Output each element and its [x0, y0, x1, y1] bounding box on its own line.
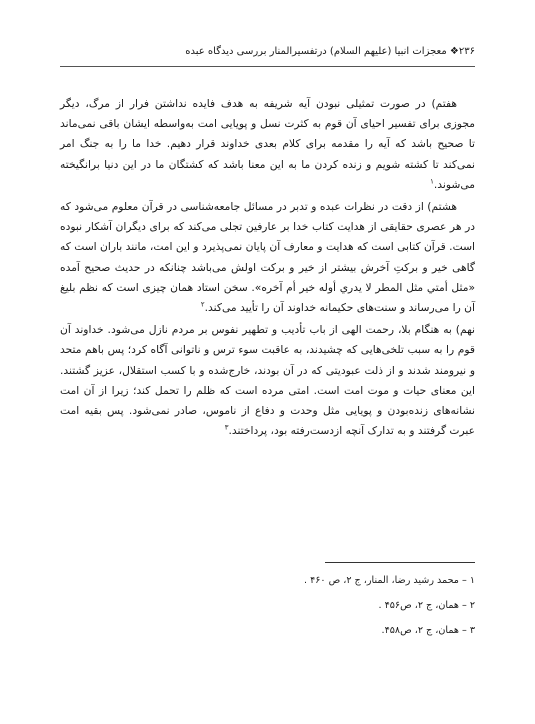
paragraph-8: [60, 197, 475, 318]
footnote-ref-2: ۲: [200, 300, 205, 309]
footnote-2: ۲ – همان، ج ۲، ص۴۵۶ .: [378, 600, 475, 611]
paragraph-8-text: هشتم) از دقت در نظرات عبده و تدبر در مسائل جامعه‌شناسی در قرآن معلوم می‌شود که در هر عصری حقایقی از هدایت کتاب خدا بر عارفین تجلی می‌کند که برای دیگران آشکار نبوده است. قرآن کتابی است که هدایت و معارف آن پایان نمی‌پذیرد و این امت، مانند باران است که گاهی خیر و برکتِ آخرش بیشتر از خیر و برکت اولش می‌باشد چنانکه در حدیث صحیح آمده «مثل أمتي مثل المطر لا يدري أوله خير أم آخره». سخن استاد همان چیزی است که نظم بلیغ آن را می‌رساند و سنت‌های حکیمانه خداوند آن را تأیید می‌کند.: [60, 200, 475, 315]
footnote-ref-1: ۱: [430, 177, 434, 186]
running-header: ۲۳۶❖ معجزات انبیا (علیهم السلام) درتفسیرالمنار بررسی دیدگاه عبده: [185, 46, 475, 57]
footnote-ref-3: ۳: [224, 423, 229, 432]
paragraph-7-text: هفتم) در صورت تمثیلی نبودن آیه شریفه به هدف فایده نداشتن فرار از مرگ، دیگر مجوزی برای تفسیر احیای آن قوم به کثرت نسل و پویایی امت به‌واسطه ایشان باقی نمی‌ماند تا صحیح باشد که آیه را مقدمه برای کلام بعدی خداوند قرار دهیم. خدا ما را به جنگ امر نمی‌کند تا کشته شویم و زنده کردن ما به این معنا باشد که کشتگان ما در این دنیا برانگیخته می‌شوند.: [60, 97, 475, 191]
header-rule: [60, 66, 475, 67]
paragraph-9: [60, 320, 475, 441]
footnote-1: ۱ – محمد رشید رضا، المنار، ج ۲، ص ۴۶۰ .: [303, 575, 475, 586]
footnote-3: ۳ – همان، ج ۲، ص۴۵۸.: [381, 625, 475, 636]
footnotes: [60, 574, 475, 649]
body-text: [60, 94, 475, 443]
footnote-separator: [325, 562, 475, 563]
paragraph-7: [60, 94, 475, 195]
paragraph-9-text: نهم) به هنگام بلا، رحمت الهی از باب تأدیب و تطهیر نفوس بر مردم نازل می‌شود. خداوند آن قوم را به سبب تلخی‌هایی که چشیدند، به عاقبت سوء ترس و ناتوانی آگاه کرد؛ پس باهم متحد و نیرومند شدند و از ذلت عبودیتی که در آن بودند، خارج‌شده و با کسب استقلال، عزیز گشتند. این معنای حیات و موت امت است. امتی مرده است که ظلم را تحمل کند؛ زیرا از آن امت نشانه‌های زنده‌بودن و پویایی مثل وحدت و دفاع از ناموس، صادر نمی‌شود. پس بقیه امت عبرت گرفتند و به تدارک آنچه ازدست‌رفته بود، پرداختند.: [60, 323, 475, 438]
